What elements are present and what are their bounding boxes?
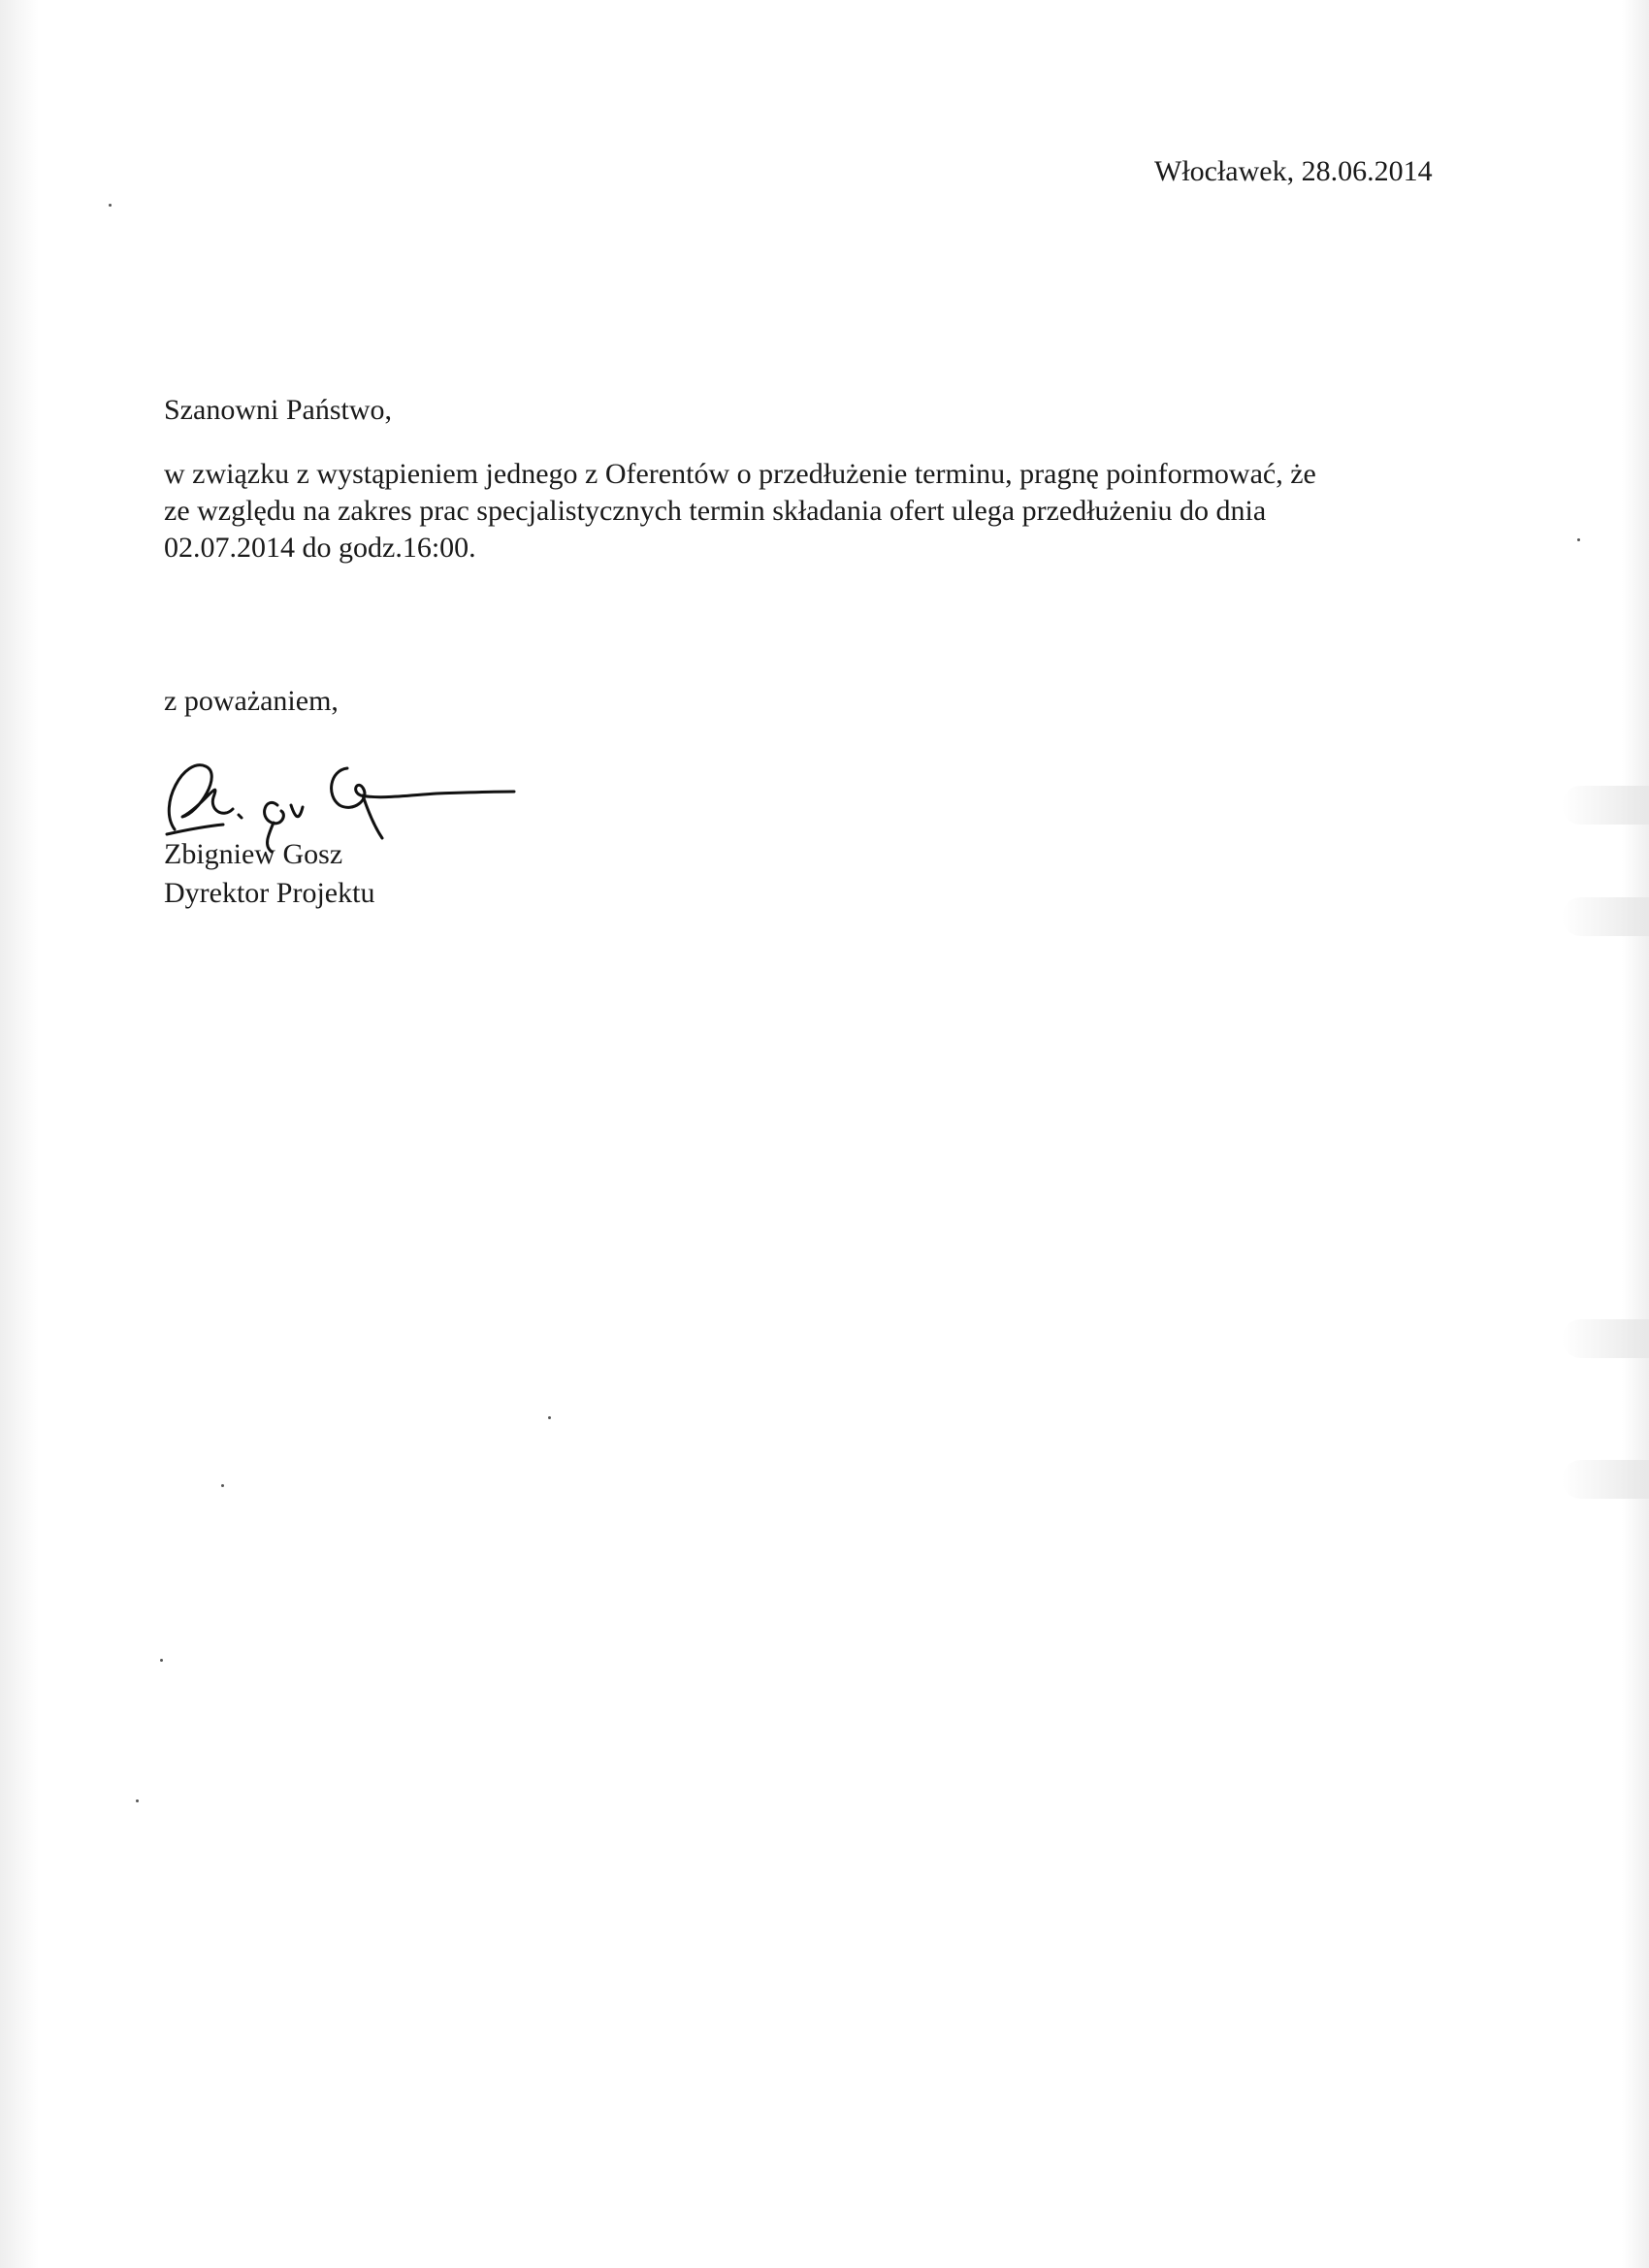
signatory-role: Dyrektor Projektu	[164, 877, 375, 909]
body-paragraph	[164, 456, 1316, 567]
scan-smudge	[1562, 1460, 1649, 1499]
handwritten-signature	[146, 737, 534, 863]
body-line: w związku z wystąpieniem jednego z Oferentów o przedłużenie terminu, pragnę poinformować, że	[164, 458, 1316, 490]
scan-dust	[548, 1416, 551, 1419]
scan-smudge	[1562, 1319, 1649, 1358]
body-line: 02.07.2014 do godz.16:00.	[164, 532, 476, 564]
place-date: Włocławek, 28.06.2014	[1154, 155, 1433, 187]
scan-dust	[221, 1484, 224, 1487]
signatory-name: Zbigniew Gosz	[164, 838, 343, 870]
scan-dust	[160, 1659, 163, 1662]
scan-dust	[1577, 538, 1580, 541]
scan-dust	[109, 204, 112, 207]
scan-smudge	[1562, 786, 1649, 825]
scan-smudge	[1562, 897, 1649, 936]
closing: z poważaniem,	[164, 685, 339, 717]
greeting: Szanowni Państwo,	[164, 394, 392, 426]
scan-edge-left	[0, 0, 39, 2268]
body-line: ze względu na zakres prac specjalistycznych termin składania ofert ulega przedłużeniu do dnia	[164, 495, 1267, 527]
scan-dust	[136, 1799, 139, 1802]
scan-edge-right	[1622, 0, 1649, 2268]
